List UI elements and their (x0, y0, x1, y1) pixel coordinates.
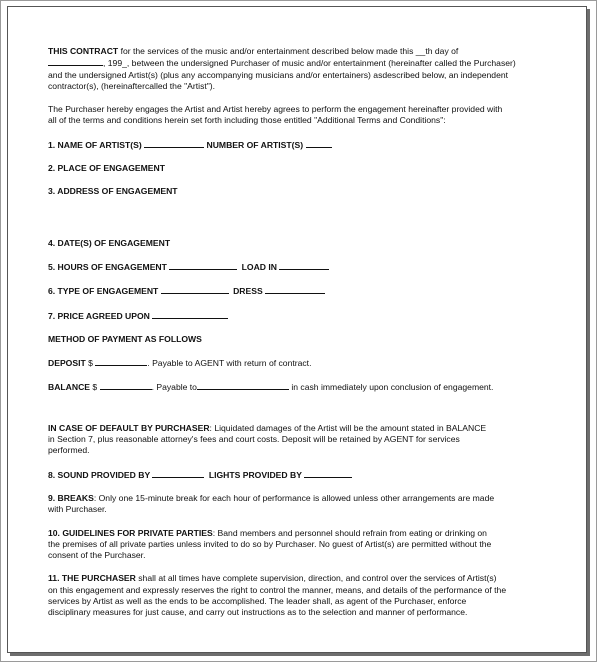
hours-label: 5. HOURS OF ENGAGEMENT (48, 261, 167, 272)
item-place: 2. PLACE OF ENGAGEMENT (48, 163, 165, 174)
day-blank (48, 57, 103, 66)
balance-text-1: . Payable to (151, 382, 197, 393)
balance-currency: $ (92, 382, 98, 393)
loadin-blank (279, 261, 329, 270)
type-blank (161, 285, 229, 294)
contract-content (48, 46, 558, 619)
default-line-3: performed. (48, 445, 90, 456)
intro-lead: THIS CONTRACT (48, 46, 119, 56)
purchaser-line-4: disciplinary measures for just cause, and carry out instructions as to the selection and manner of performance. (48, 607, 468, 618)
deposit-currency: $ (88, 358, 93, 369)
deposit-label: DEPOSIT (48, 358, 86, 369)
method-of-payment: METHOD OF PAYMENT AS FOLLOWS (48, 333, 202, 344)
purchaser-lead: 11. THE PURCHASER (48, 573, 136, 584)
intro-text-1: for the services of the music and/or entertainment described below made this __th day of (118, 46, 459, 56)
breaks-lead: 9. BREAKS (48, 492, 94, 503)
item-hours (48, 261, 558, 273)
name-label: 1. NAME OF ARTIST(S) (48, 139, 142, 150)
number-blank (306, 139, 332, 148)
item-type (48, 285, 558, 297)
number-label: NUMBER OF ARTIST(S) (206, 139, 304, 150)
guidelines-lead: 10. GUIDELINES FOR PRIVATE PARTIES (48, 527, 213, 538)
breaks-paragraph (48, 493, 558, 516)
deposit-text: . Payable to AGENT with return of contract. (147, 358, 312, 369)
intro-line-3: and the undersigned Artist(s) (plus any accompanying musicians and/or entertainers) asdescribed below, an independent (48, 69, 509, 80)
dress-blank (265, 285, 325, 294)
balance-label: BALANCE (48, 382, 91, 393)
purchaser-text-1: shall at all times have complete supervision, direction, and control over the services of Artist(s) (135, 573, 497, 584)
name-blank (144, 139, 204, 148)
intro-text-2: , 199_, between the undersigned Purchaser of music and/or entertainment (hereinafter called the Purchaser) (103, 58, 516, 69)
default-line-2: in Section 7, plus reasonable attorney's fees and court costs. Deposit will be retained by AGENT for services (48, 434, 460, 445)
breaks-line-2: with Purchaser. (48, 504, 107, 515)
sound-blank (152, 469, 204, 478)
default-text-1: : Liquidated damages of the Artist will be the amount stated in BALANCE (209, 422, 487, 433)
hours-blank (169, 261, 237, 270)
purchaser-line-2: on this engagement and expressly reserves the right to control the manner, means, and details of the performance of the (48, 584, 507, 595)
dress-label: DRESS (233, 286, 263, 297)
guidelines-paragraph (48, 528, 558, 562)
balance-blank (100, 381, 152, 390)
sound-label: 8. SOUND PROVIDED BY (48, 469, 151, 480)
purchaser-line-3: services by Artist as well as the ends to be accomplished. The leader shall, as agent of the Purchaser, enforce (48, 596, 467, 607)
purchaser-paragraph (48, 573, 558, 618)
item-dates: 4. DATE(S) OF ENGAGEMENT (48, 237, 171, 248)
default-paragraph (48, 423, 558, 457)
engagement-paragraph (48, 104, 558, 127)
engage-line-2: all of the terms and conditions herein set forth including those entitled "Additional Terms and Conditions": (48, 115, 446, 126)
lights-label: LIGHTS PROVIDED BY (208, 469, 302, 480)
balance-text-2: in cash immediately upon conclusion of engagement. (291, 382, 494, 393)
balance-payee-blank (197, 381, 289, 390)
item-address: 3. ADDRESS OF ENGAGEMENT (48, 186, 178, 197)
breaks-text-1: : Only one 15-minute break for each hour of performance is allowed unless other arrangements are made (93, 492, 495, 503)
deposit-blank (95, 357, 147, 366)
guidelines-text-1: : Band members and personnel should refrain from eating or drinking on (212, 527, 487, 538)
intro-paragraph (48, 46, 558, 92)
item-price (48, 310, 558, 322)
lights-blank (304, 469, 352, 478)
price-label: 7. PRICE AGREED UPON (48, 310, 150, 321)
deposit-line (48, 357, 558, 369)
guidelines-line-2: the premises of all private parties unless invited to do so by Purchaser. No guest of Artist(s) are permitted without the (48, 538, 492, 549)
contract-page (7, 6, 587, 653)
type-label: 6. TYPE OF ENGAGEMENT (48, 286, 159, 297)
balance-line (48, 381, 558, 393)
engage-line-1: The Purchaser hereby engages the Artist and Artist hereby agrees to perform the engagement hereinafter provided with (48, 104, 503, 115)
intro-line-4: contractor(s), (hereinaftercalled the "Artist"). (48, 80, 216, 91)
default-lead: IN CASE OF DEFAULT BY PURCHASER (48, 422, 210, 433)
item-sound (48, 469, 558, 481)
loadin-label: LOAD IN (241, 261, 277, 272)
item-name-of-artist (48, 139, 558, 151)
guidelines-line-3: consent of the Purchaser. (48, 550, 146, 561)
price-blank (152, 310, 228, 319)
